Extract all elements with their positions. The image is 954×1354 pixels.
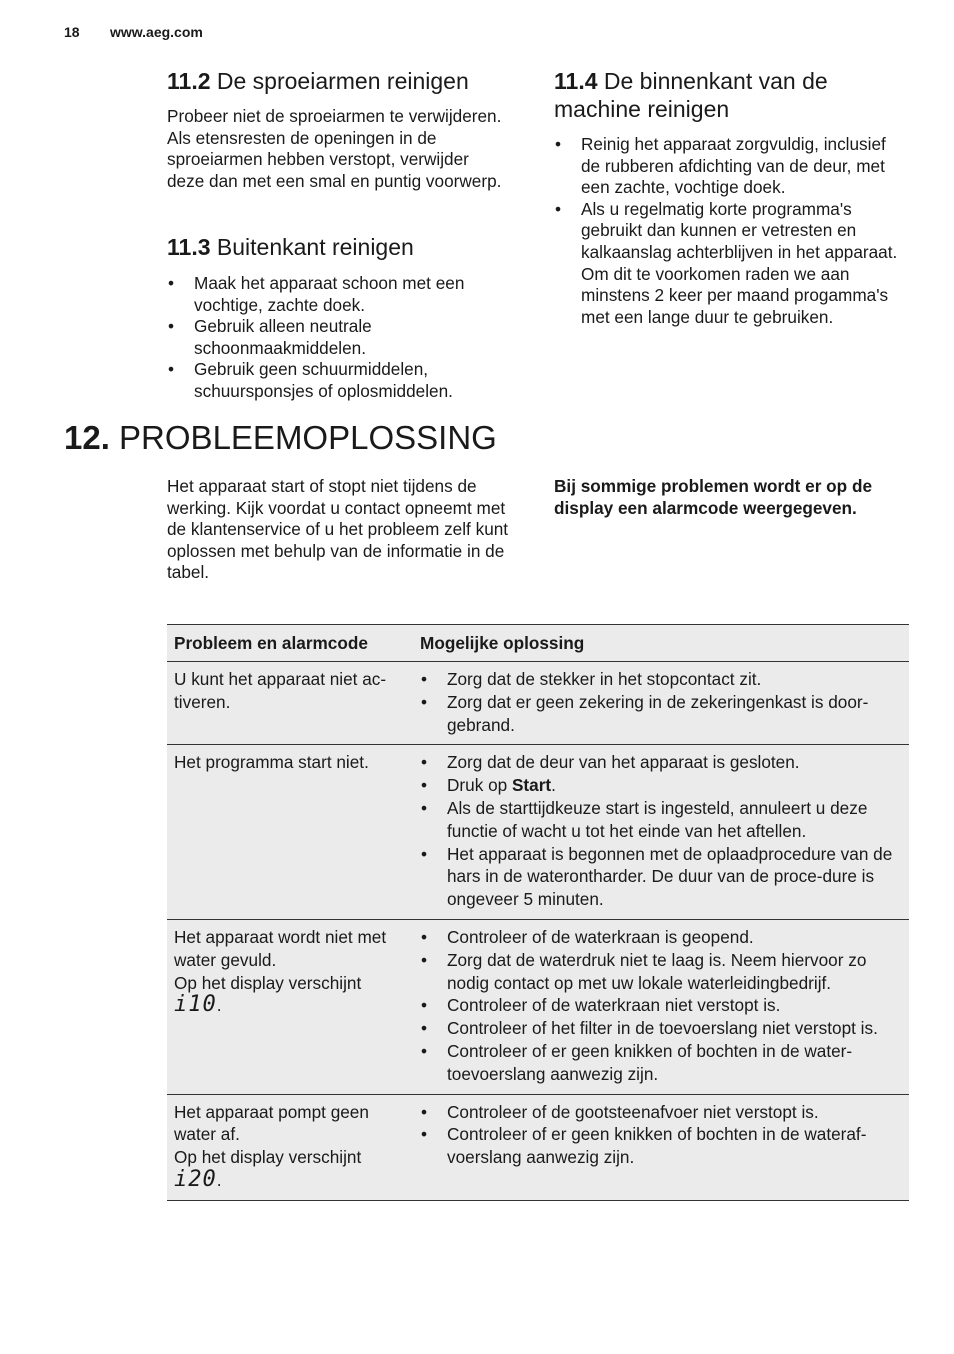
problem-text: U kunt het apparaat niet ac-tiveren. [174,669,387,712]
problem-text: Het apparaat pompt geen water af. [174,1101,369,1145]
section-11-4-heading [554,67,884,123]
problem-cell: Het apparaat wordt niet met water gevuld. Op het display verschijnt i10. [167,919,413,1094]
section-title: Buitenkant reinigen [216,234,414,260]
solution-cell [413,745,909,920]
section-number: 11.4 [554,68,598,94]
section-title: De sproeiarmen reinigen [216,68,469,94]
section-11-2-heading [167,67,527,95]
display-text: Op het display verschijnt [174,1147,362,1168]
section-11-4 [554,67,914,328]
display-text: Op het display verschijnt [174,972,362,993]
list-item: • Zorg dat er geen zekering in de zekeringenkast is door-gebrand. [420,691,902,737]
page-number: 18 [64,24,80,40]
table-header-row [167,625,909,662]
section-11-3-heading [167,233,527,261]
press-prefix: Druk op [447,775,512,796]
problem-cell [167,662,413,745]
list-item: • Controleer of de waterkraan is geopend. [420,926,902,949]
table-row [167,745,909,920]
list-item: • Controleer of er geen knikken of bochten in de water-toevoerslang aanwezig zijn. [420,1040,902,1086]
chapter-12-note: Bij sommige problemen wordt er op de display een alarmcode weergegeven. [554,476,873,518]
solution-cell [413,1094,909,1200]
press-suffix: . [551,775,556,796]
column-header-problem: Probleem en alarmcode [167,625,413,662]
chapter-12-intro: Het apparaat start of stopt niet tijdens de werking. Kijk voordat u contact opneemt met de klantenservice of u het probleem zelf kunt oplossen met behulp van de informatie in de tabel. [167,476,509,583]
list-item: • Controleer of de gootsteenafvoer niet verstopt is. [420,1101,902,1124]
alarm-code: i10 [174,992,217,1018]
list-item [420,774,902,797]
list-item: • Reinig het apparaat zorgvuldig, inclusief de rubberen afdichting van de deur, met een zachte, vochtige doek. [554,134,909,199]
list-item: • Als de starttijdkeuze start is ingesteld, annuleert u deze functie of wacht u tot het einde van het aftellen. [420,797,902,843]
problem-cell: Het apparaat pompt geen water af. Op het display verschijnt i20. [167,1094,413,1200]
problem-text: Het programma start niet. [174,752,369,773]
list-item: • Controleer of de waterkraan niet verstopt is. [420,994,902,1017]
solution-list [420,926,902,1086]
table-row [167,1094,909,1200]
chapter-title: PROBLEEMOPLOSSING [119,419,497,456]
section-11-3 [167,233,527,403]
start-key-label: Start [511,775,552,796]
list-item: • Als u regelmatig korte programma's gebruikt dan kunnen er vetresten en kalkaanslag achterblijven in het apparaat. Om dit te voorkomen raden we aan minstens 2 keer per maand progamma's met een lange duur te gebruiken. [554,199,909,329]
solution-list [420,1101,902,1169]
list-item: • Maak het apparaat schoon met een vochtige, zachte doek. [167,273,512,316]
section-11-4-list [554,134,909,328]
chapter-number: 12. [64,419,110,456]
solution-cell [413,919,909,1094]
section-number: 11.3 [167,234,211,260]
table-row [167,919,909,1094]
list-item: • Zorg dat de deur van het apparaat is gesloten. [420,751,902,774]
list-item: • Controleer of het filter in de toevoerslang niet verstopt is. [420,1017,902,1040]
list-item: • Gebruik geen schuurmiddelen, schuursponsjes of oplosmiddelen. [167,359,512,402]
section-11-2 [167,67,527,192]
list-item: • Zorg dat de waterdruk niet te laag is. Neem hiervoor zo nodig contact op met uw lokale waterleidingbedrijf. [420,949,902,995]
problem-text: Het apparaat wordt niet met water gevuld. [174,926,387,970]
solution-list [420,751,902,911]
problem-cell [167,745,413,920]
section-number: 11.2 [167,68,211,94]
list-item: • Het apparaat is begonnen met de oplaadprocedure van de hars in de waterontharder. De duur van de proce-dure is ongeveer 5 minuten. [420,843,902,911]
table-row [167,662,909,745]
section-11-2-body: Probeer niet de sproeiarmen te verwijderen. Als etensresten de openingen in de sproeiarmen hebben verstopt, verwijder deze dan met een smal en puntig voorwerp. [167,106,502,191]
solution-cell [413,662,909,745]
section-11-3-list [167,273,512,403]
list-item: • Controleer of er geen knikken of bochten in de wateraf-voerslang aanwezig zijn. [420,1123,902,1169]
troubleshooting-table [167,624,909,1201]
chapter-12-heading [64,416,497,460]
solution-list [420,668,902,736]
list-item: • Zorg dat de stekker in het stopcontact zit. [420,668,902,691]
section-title: De binnenkant van de machine reinigen [554,68,828,122]
alarm-code: i20 [174,1166,217,1192]
column-header-solution: Mogelijke oplossing [413,625,909,662]
website-url: www.aeg.com [110,24,203,40]
list-item: • Gebruik alleen neutrale schoonmaakmiddelen. [167,316,512,359]
